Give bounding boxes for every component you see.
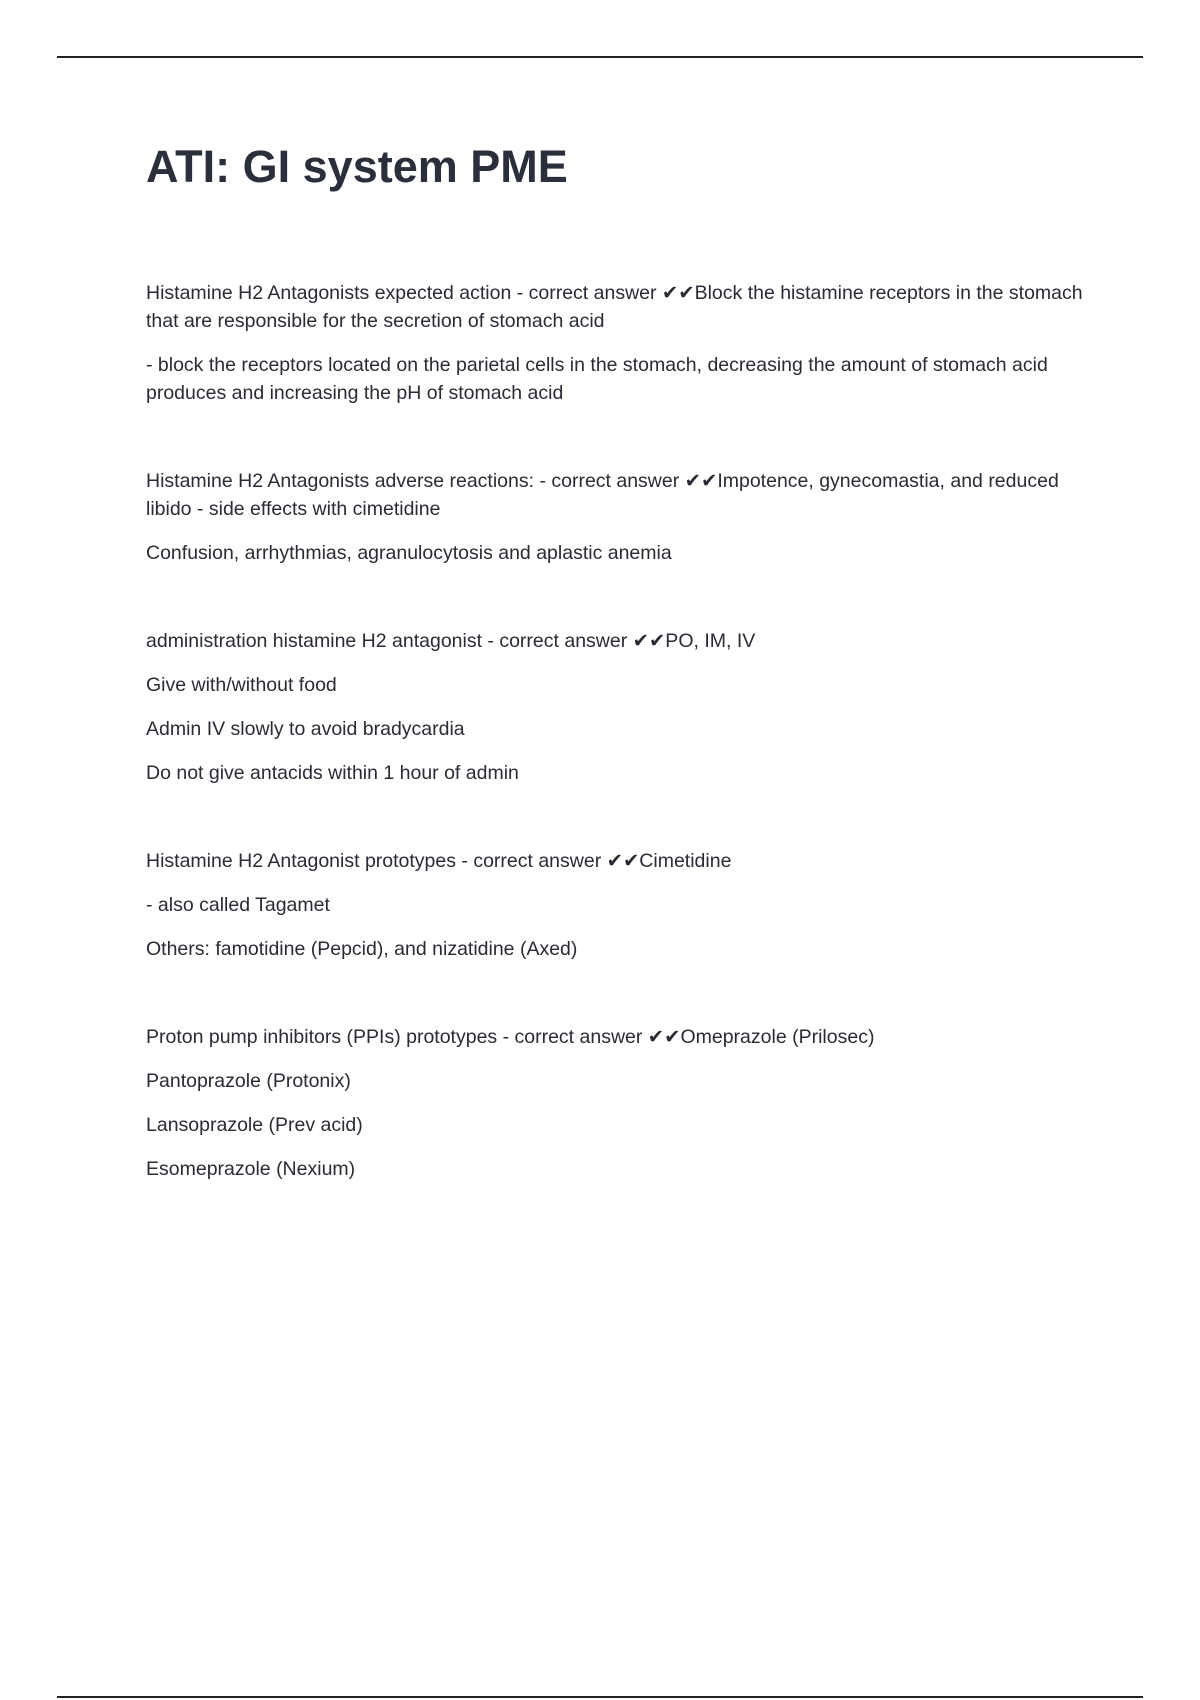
document-body [146, 140, 1096, 1243]
qa-line: - block the receptors located on the parietal cells in the stomach, decreasing the amount of stomach acid produces and increasing the pH of stomach acid [146, 354, 1048, 404]
qa-line: administration histamine H2 antagonist - correct answer ✔✔PO, IM, IV [146, 630, 756, 652]
qa-line: Confusion, arrhythmias, agranulocytosis and aplastic anemia [146, 542, 672, 564]
qa-line: Admin IV slowly to avoid bradycardia [146, 718, 465, 740]
qa-line: Histamine H2 Antagonists expected action - correct answer ✔✔Block the histamine receptors in the stomach that are responsible for the secretion of stomach acid [146, 282, 1083, 332]
qa-line: Pantoprazole (Protonix) [146, 1070, 351, 1092]
qa-card-h2-prototypes [146, 847, 1096, 963]
page-title: ATI: GI system PME [146, 141, 568, 192]
qa-line: Histamine H2 Antagonists adverse reactions: - correct answer ✔✔Impotence, gynecomastia, and reduced libido - side effects with cimetidine [146, 470, 1059, 520]
qa-card-h2-adverse-reactions [146, 467, 1096, 567]
qa-line: Do not give antacids within 1 hour of admin [146, 762, 519, 784]
qa-card-h2-expected-action [146, 279, 1096, 407]
qa-line: Lansoprazole (Prev acid) [146, 1114, 363, 1136]
qa-card-h2-administration [146, 627, 1096, 787]
qa-line: Others: famotidine (Pepcid), and nizatidine (Axed) [146, 938, 578, 960]
footer-rule [57, 1696, 1143, 1698]
qa-card-ppi-prototypes [146, 1023, 1096, 1183]
header-rule [57, 56, 1143, 58]
qa-line: Proton pump inhibitors (PPIs) prototypes - correct answer ✔✔Omeprazole (Prilosec) [146, 1026, 875, 1048]
qa-line: Esomeprazole (Nexium) [146, 1158, 356, 1180]
qa-line: - also called Tagamet [146, 894, 330, 916]
qa-line: Histamine H2 Antagonist prototypes - correct answer ✔✔Cimetidine [146, 850, 732, 872]
qa-line: Give with/without food [146, 674, 337, 696]
